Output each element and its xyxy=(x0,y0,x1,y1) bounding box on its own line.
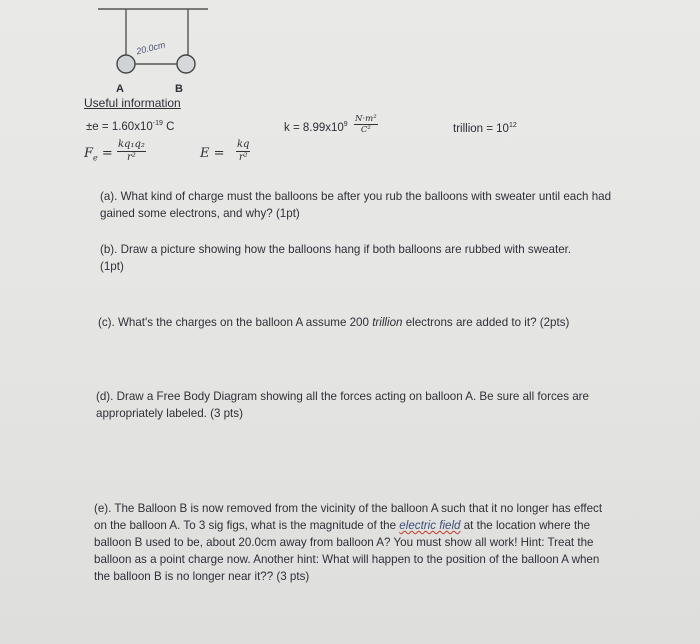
useful-info-heading: Useful information xyxy=(84,96,181,110)
field-formula-lhs: E = xyxy=(200,146,225,161)
question-a: (a). What kind of charge must the balloons be after you rub the balloons with sweater until each had gained some electrons, and why? (1pt) xyxy=(100,190,612,220)
separation-label: 20.0cm xyxy=(135,39,167,57)
balloon-b-label: B xyxy=(175,83,183,95)
balloon-a-label: A xyxy=(116,83,124,95)
electron-charge: $\pm e = 1.60x10^{-19}$ C xyxy=(86,120,175,133)
balloon-a xyxy=(117,55,135,73)
question-d: (d). Draw a Free Body Diagram showing all the forces acting on balloon A. Be sure all forces are appropriately labeled. (3 pts) xyxy=(96,390,589,420)
question-e: (e). The Balloon B is now removed from the vicinity of the balloon A such that it no longer has effect on the balloon A. To 3 sig figs, what is the magnitude of the electric field at the location where the balloon B used to be, about 20.0cm away from balloon A? You must show all work! Hint: Treat the balloon as a point charge now. Another hint: What will happen to the position of the balloon A when the balloon B is no longer near it?? (3 pts) xyxy=(94,502,603,583)
trillion-definition: trillion = $10^{12}$ xyxy=(453,122,517,135)
force-formula-fraction: $\frac{\text{kq₁q₂}}{\text{r²}}$ xyxy=(118,139,145,163)
question-c: (c). What's the charges on the balloon A assume 200 trillion electrons are added to it? (2pts) xyxy=(98,316,570,329)
force-formula-lhs: $F_e$ = xyxy=(84,146,113,163)
field-formula-fraction: $\frac{kq}{\text{r²}}$ xyxy=(237,139,250,163)
coulomb-constant-units: $\frac{\text{N·m²}}{\text{C²}}$ xyxy=(355,114,377,135)
balloon-b xyxy=(177,55,195,73)
coulomb-constant: $k = 8.99x10^9$ xyxy=(284,121,348,134)
question-b: (b). Draw a picture showing how the balloons hang if both balloons are rubbed with sweater. (1pt) xyxy=(100,243,572,273)
